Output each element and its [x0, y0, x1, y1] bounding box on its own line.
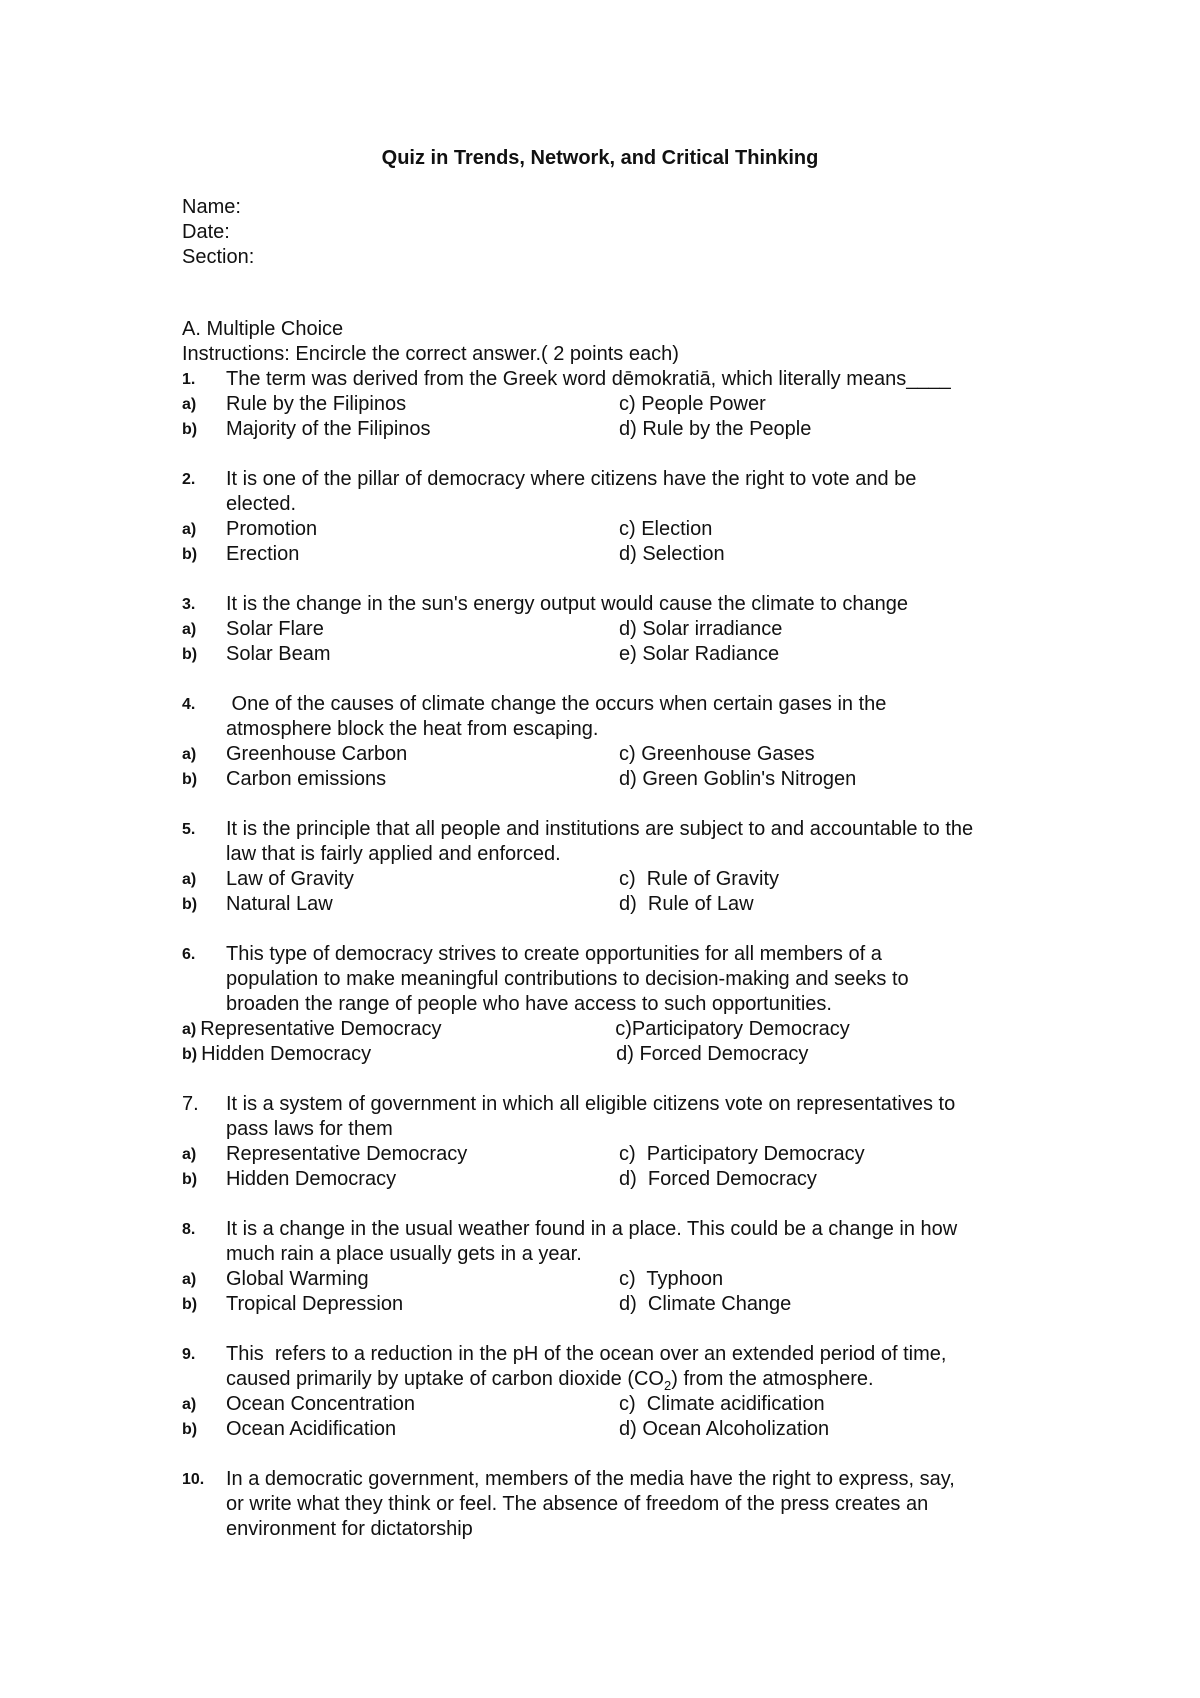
- question-text: population to make meaningful contributions to decision-making and seeks to: [226, 968, 909, 990]
- option-text: Solar Beam: [226, 643, 331, 665]
- question-number: 3.: [182, 596, 196, 613]
- question: [182, 1217, 1042, 1317]
- option-row: [182, 742, 1042, 767]
- option-text: Ocean Concentration: [226, 1393, 416, 1415]
- question-text: This refers to a reduction in the pH of the ocean over an extended period of time,: [226, 1343, 947, 1365]
- option-text: Hidden Democracy: [226, 1168, 397, 1190]
- option-text: c) People Power: [619, 393, 766, 415]
- option-text: Rule by the Filipinos: [226, 393, 407, 415]
- subscript: 2: [664, 1378, 672, 1393]
- date-field-label: Date:: [182, 221, 230, 243]
- quiz-content: [182, 195, 1042, 1542]
- option-letter: b): [182, 896, 198, 913]
- option-text: Greenhouse Carbon: [226, 743, 408, 765]
- question: [182, 367, 1042, 442]
- option-text: c)Participatory Democracy: [615, 1018, 850, 1040]
- question-number: 8.: [182, 1221, 196, 1238]
- question-text: elected.: [226, 493, 297, 515]
- page-title: Quiz in Trends, Network, and Critical Thinking: [381, 147, 819, 169]
- question-text: It is one of the pillar of democracy where citizens have the right to vote and be: [226, 468, 917, 490]
- option-letter: a): [182, 746, 197, 763]
- question-text: or write what they think or feel. The absence of freedom of the press creates an: [226, 1493, 929, 1515]
- option-text: d) Ocean Alcoholization: [619, 1418, 830, 1440]
- question-number: 7.: [182, 1093, 199, 1115]
- option-text: d) Rule of Law: [619, 893, 754, 915]
- option-letter: a): [182, 1146, 197, 1163]
- option-row: [182, 1017, 1042, 1042]
- option-row: [182, 1392, 1042, 1417]
- option-row: [182, 642, 1042, 667]
- option-text: Hidden Democracy: [201, 1043, 372, 1065]
- option-text: Tropical Depression: [226, 1293, 404, 1315]
- option-row: [182, 1267, 1042, 1292]
- question: [182, 592, 1042, 667]
- instructions: Instructions: Encircle the correct answer.( 2 points each): [182, 343, 679, 365]
- option-text: c) Rule of Gravity: [619, 868, 780, 890]
- option-text: Global Warming: [226, 1268, 369, 1290]
- question-text: atmosphere block the heat from escaping.: [226, 718, 599, 740]
- option-row: [182, 767, 1042, 792]
- option-letter: b): [182, 1046, 198, 1063]
- option-text: c) Election: [619, 518, 713, 540]
- option-row: [182, 867, 1042, 892]
- question-number: 6.: [182, 946, 196, 963]
- question-text: It is a change in the usual weather found in a place. This could be a change in how: [226, 1218, 958, 1240]
- option-row: [182, 392, 1042, 417]
- question-number: 10.: [182, 1471, 205, 1488]
- option-text: Erection: [226, 543, 300, 565]
- option-letter: a): [182, 871, 197, 888]
- option-row: [182, 1042, 1042, 1067]
- option-text: d) Climate Change: [619, 1293, 792, 1315]
- option-text: Natural Law: [226, 893, 333, 915]
- question-text: It is a system of government in which all eligible citizens vote on representatives to: [226, 1093, 956, 1115]
- question-text: [226, 1367, 1042, 1392]
- question-text: law that is fairly applied and enforced.: [226, 843, 561, 865]
- option-letter: b): [182, 546, 198, 563]
- option-row: [182, 1142, 1042, 1167]
- option-row: [182, 1417, 1042, 1442]
- option-text: Carbon emissions: [226, 768, 387, 790]
- option-letter: a): [182, 396, 197, 413]
- option-letter: b): [182, 1421, 198, 1438]
- option-text: e) Solar Radiance: [619, 643, 780, 665]
- question: [182, 942, 1042, 1067]
- option-text: c) Climate acidification: [619, 1393, 825, 1415]
- option-text: Majority of the Filipinos: [226, 418, 431, 440]
- question-text: One of the causes of climate change the occurs when certain gases in the: [226, 693, 887, 715]
- question-number: 4.: [182, 696, 196, 713]
- option-text: d) Rule by the People: [619, 418, 812, 440]
- question-number: 1.: [182, 371, 196, 388]
- question-text: This type of democracy strives to create opportunities for all members of a: [226, 943, 882, 965]
- option-text: c) Participatory Democracy: [619, 1143, 865, 1165]
- question-text: It is the change in the sun's energy output would cause the climate to change: [226, 593, 909, 615]
- section-heading: A. Multiple Choice: [182, 318, 344, 340]
- option-row: [182, 417, 1042, 442]
- question-text: pass laws for them: [226, 1118, 393, 1140]
- option-row: [182, 892, 1042, 917]
- option-row: [182, 617, 1042, 642]
- option-letter: a): [182, 521, 197, 538]
- question-number: 2.: [182, 471, 196, 488]
- option-row: [182, 1292, 1042, 1317]
- option-text: d) Solar irradiance: [619, 618, 783, 640]
- question-number: 5.: [182, 821, 196, 838]
- question-text-part: ) from the atmosphere.: [671, 1368, 874, 1390]
- option-letter: b): [182, 1296, 198, 1313]
- question-text-part: caused primarily by uptake of carbon dioxide (CO: [226, 1368, 664, 1390]
- question-text: In a democratic government, members of the media have the right to express, say,: [226, 1468, 955, 1490]
- option-text: Promotion: [226, 518, 318, 540]
- question: [182, 1342, 1042, 1442]
- option-text: Ocean Acidification: [226, 1418, 397, 1440]
- question: [182, 817, 1042, 917]
- option-letter: a): [182, 1396, 197, 1413]
- question: [182, 1092, 1042, 1192]
- option-letter: a): [182, 1021, 197, 1038]
- option-letter: b): [182, 1171, 198, 1188]
- option-text: c) Greenhouse Gases: [619, 743, 815, 765]
- question-text: It is the principle that all people and institutions are subject to and accountable to the: [226, 818, 974, 840]
- option-text: d) Forced Democracy: [616, 1043, 809, 1065]
- option-letter: b): [182, 421, 198, 438]
- option-text: d) Green Goblin's Nitrogen: [619, 768, 857, 790]
- option-letter: b): [182, 771, 198, 788]
- option-letter: b): [182, 646, 198, 663]
- option-text: Representative Democracy: [226, 1143, 468, 1165]
- option-letter: a): [182, 1271, 197, 1288]
- option-row: [182, 542, 1042, 567]
- option-text: c) Typhoon: [619, 1268, 724, 1290]
- option-row: [182, 517, 1042, 542]
- option-text: d) Selection: [619, 543, 725, 565]
- question-text: broaden the range of people who have access to such opportunities.: [226, 993, 832, 1015]
- question-text: The term was derived from the Greek word dēmokratiā, which literally means____: [226, 368, 951, 390]
- option-text: Law of Gravity: [226, 868, 354, 890]
- option-text: Representative Democracy: [200, 1018, 442, 1040]
- question-text: much rain a place usually gets in a year.: [226, 1243, 582, 1265]
- option-letter: a): [182, 621, 197, 638]
- question-text: environment for dictatorship: [226, 1518, 473, 1540]
- question: [182, 692, 1042, 792]
- question: [182, 467, 1042, 567]
- option-text: d) Forced Democracy: [619, 1168, 817, 1190]
- option-row: [182, 1167, 1042, 1192]
- option-text: Solar Flare: [226, 618, 324, 640]
- question-number: 9.: [182, 1346, 196, 1363]
- section-field-label: Section:: [182, 246, 255, 268]
- name-field-label: Name:: [182, 196, 241, 218]
- question: [182, 1467, 1042, 1542]
